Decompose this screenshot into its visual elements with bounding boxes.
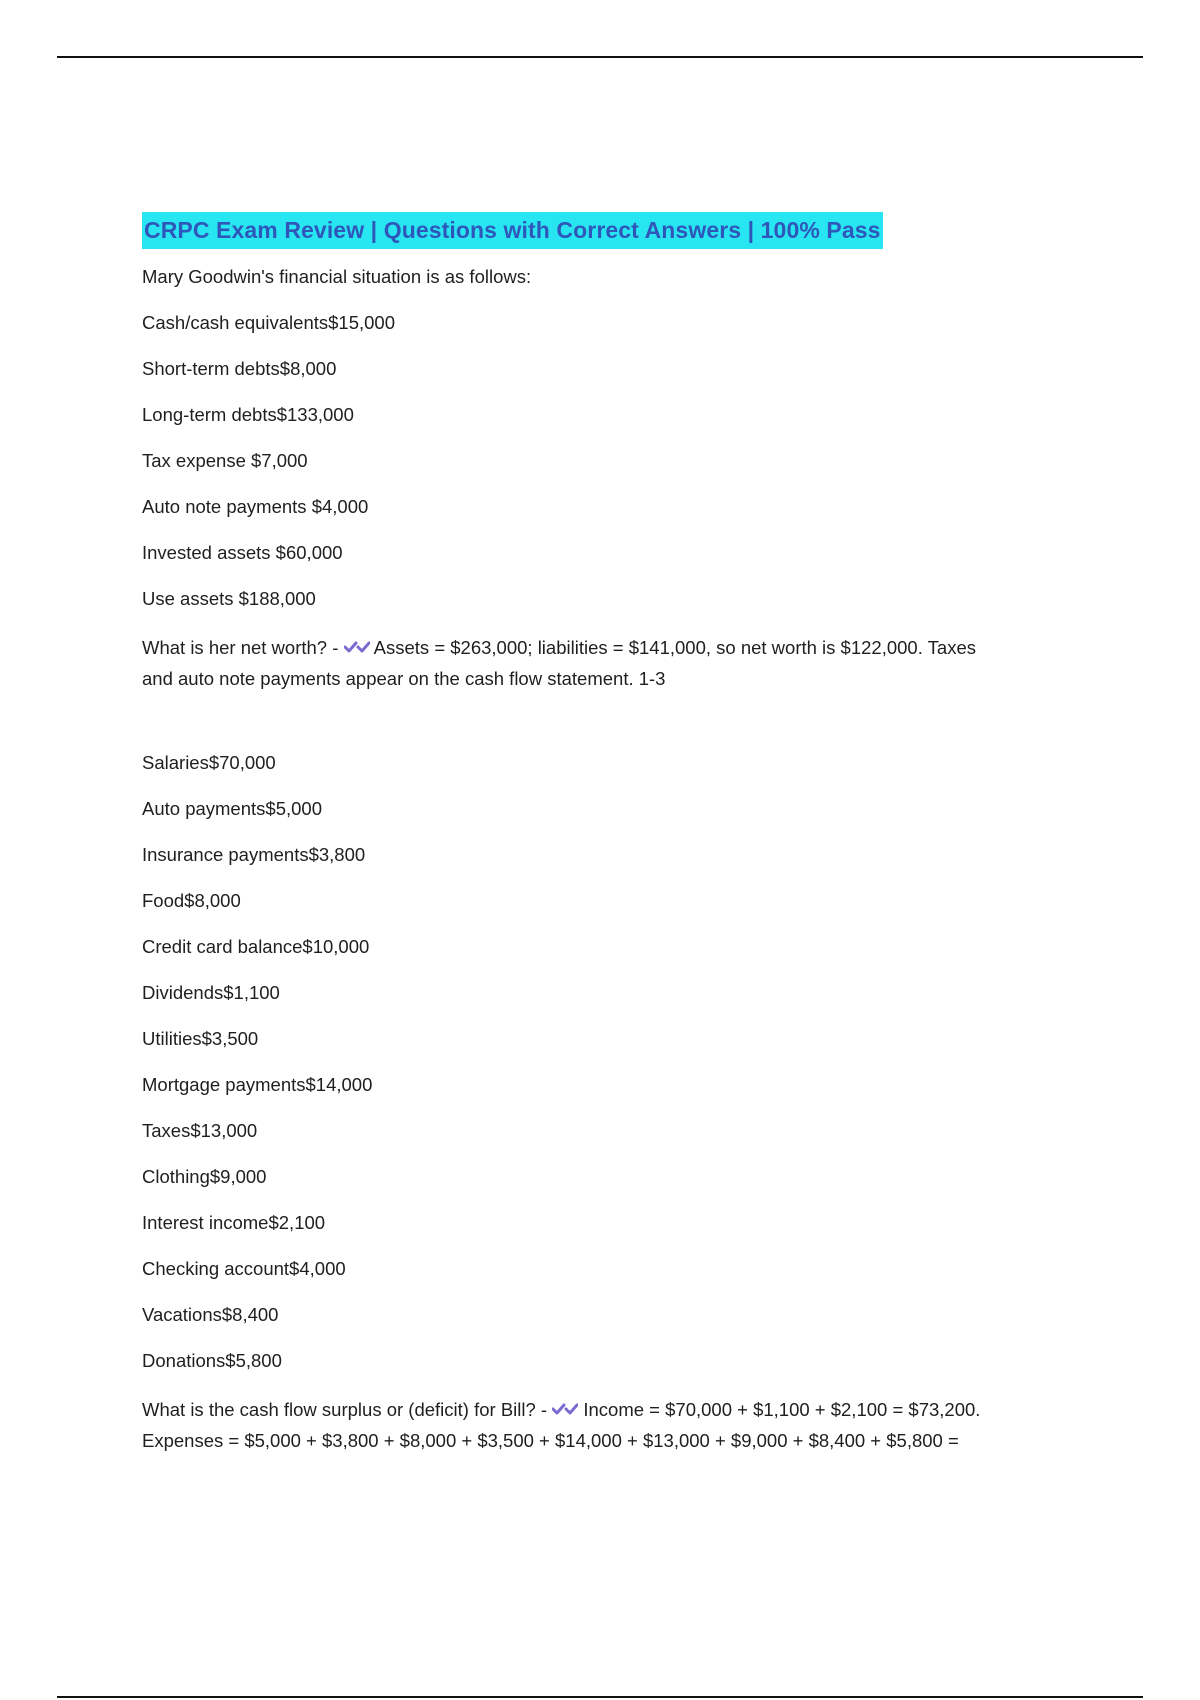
answer-text-line-1: Income = $70,000 + $1,100 + $2,100 = $73,200. [583, 1399, 981, 1420]
list-item: Insurance payments$3,800 [142, 844, 366, 865]
list-item: Cash/cash equivalents$15,000 [142, 312, 396, 333]
list-item: Short-term debts$8,000 [142, 358, 337, 379]
list-item: Mortgage payments$14,000 [142, 1074, 373, 1095]
double-checkmark-icon [344, 638, 370, 656]
list-item: Salaries$70,000 [142, 752, 276, 773]
list-item: Utilities$3,500 [142, 1028, 259, 1049]
list-item: Taxes$13,000 [142, 1120, 258, 1141]
intro-text: Mary Goodwin's financial situation is as follows: [142, 266, 532, 287]
list-item: Use assets $188,000 [142, 588, 316, 609]
list-item: Long-term debts$133,000 [142, 404, 354, 425]
list-item: Vacations$8,400 [142, 1304, 279, 1325]
question-text: What is her net worth? - [142, 637, 344, 658]
answer-text-line-1: Assets = $263,000; liabilities = $141,000, so net worth is $122,000. Taxes [373, 637, 976, 658]
list-item: Food$8,000 [142, 890, 241, 911]
footer-rule [57, 1696, 1143, 1698]
qa-cash-flow [142, 1394, 1072, 1456]
title-row [142, 212, 1072, 252]
list-item: Credit card balance$10,000 [142, 936, 370, 957]
list-item: Donations$5,800 [142, 1350, 282, 1371]
document-title: CRPC Exam Review | Questions with Correct Answers | 100% Pass [142, 212, 883, 249]
answer-text-line-2: and auto note payments appear on the cash flow statement. 1-3 [142, 668, 666, 689]
qa-net-worth [142, 632, 1072, 694]
list-item: Tax expense $7,000 [142, 450, 308, 471]
section-spacer [142, 694, 1072, 752]
list-item: Dividends$1,100 [142, 982, 280, 1003]
list-item: Clothing$9,000 [142, 1166, 267, 1187]
list-item: Invested assets $60,000 [142, 542, 343, 563]
header-rule [57, 56, 1143, 58]
list-item: Checking account$4,000 [142, 1258, 346, 1279]
asset-list [142, 312, 1072, 610]
answer-text-line-2: Expenses = $5,000 + $3,800 + $8,000 + $3,500 + $14,000 + $13,000 + $9,000 + $8,400 + $5,800 = [142, 1430, 959, 1451]
list-item: Auto payments$5,000 [142, 798, 322, 819]
double-checkmark-icon [552, 1400, 578, 1418]
cashflow-list [142, 752, 1072, 1372]
question-text: What is the cash flow surplus or (deficit) for Bill? - [142, 1399, 553, 1420]
list-item: Auto note payments $4,000 [142, 496, 369, 517]
document-body [142, 212, 1072, 1456]
list-item: Interest income$2,100 [142, 1212, 326, 1233]
